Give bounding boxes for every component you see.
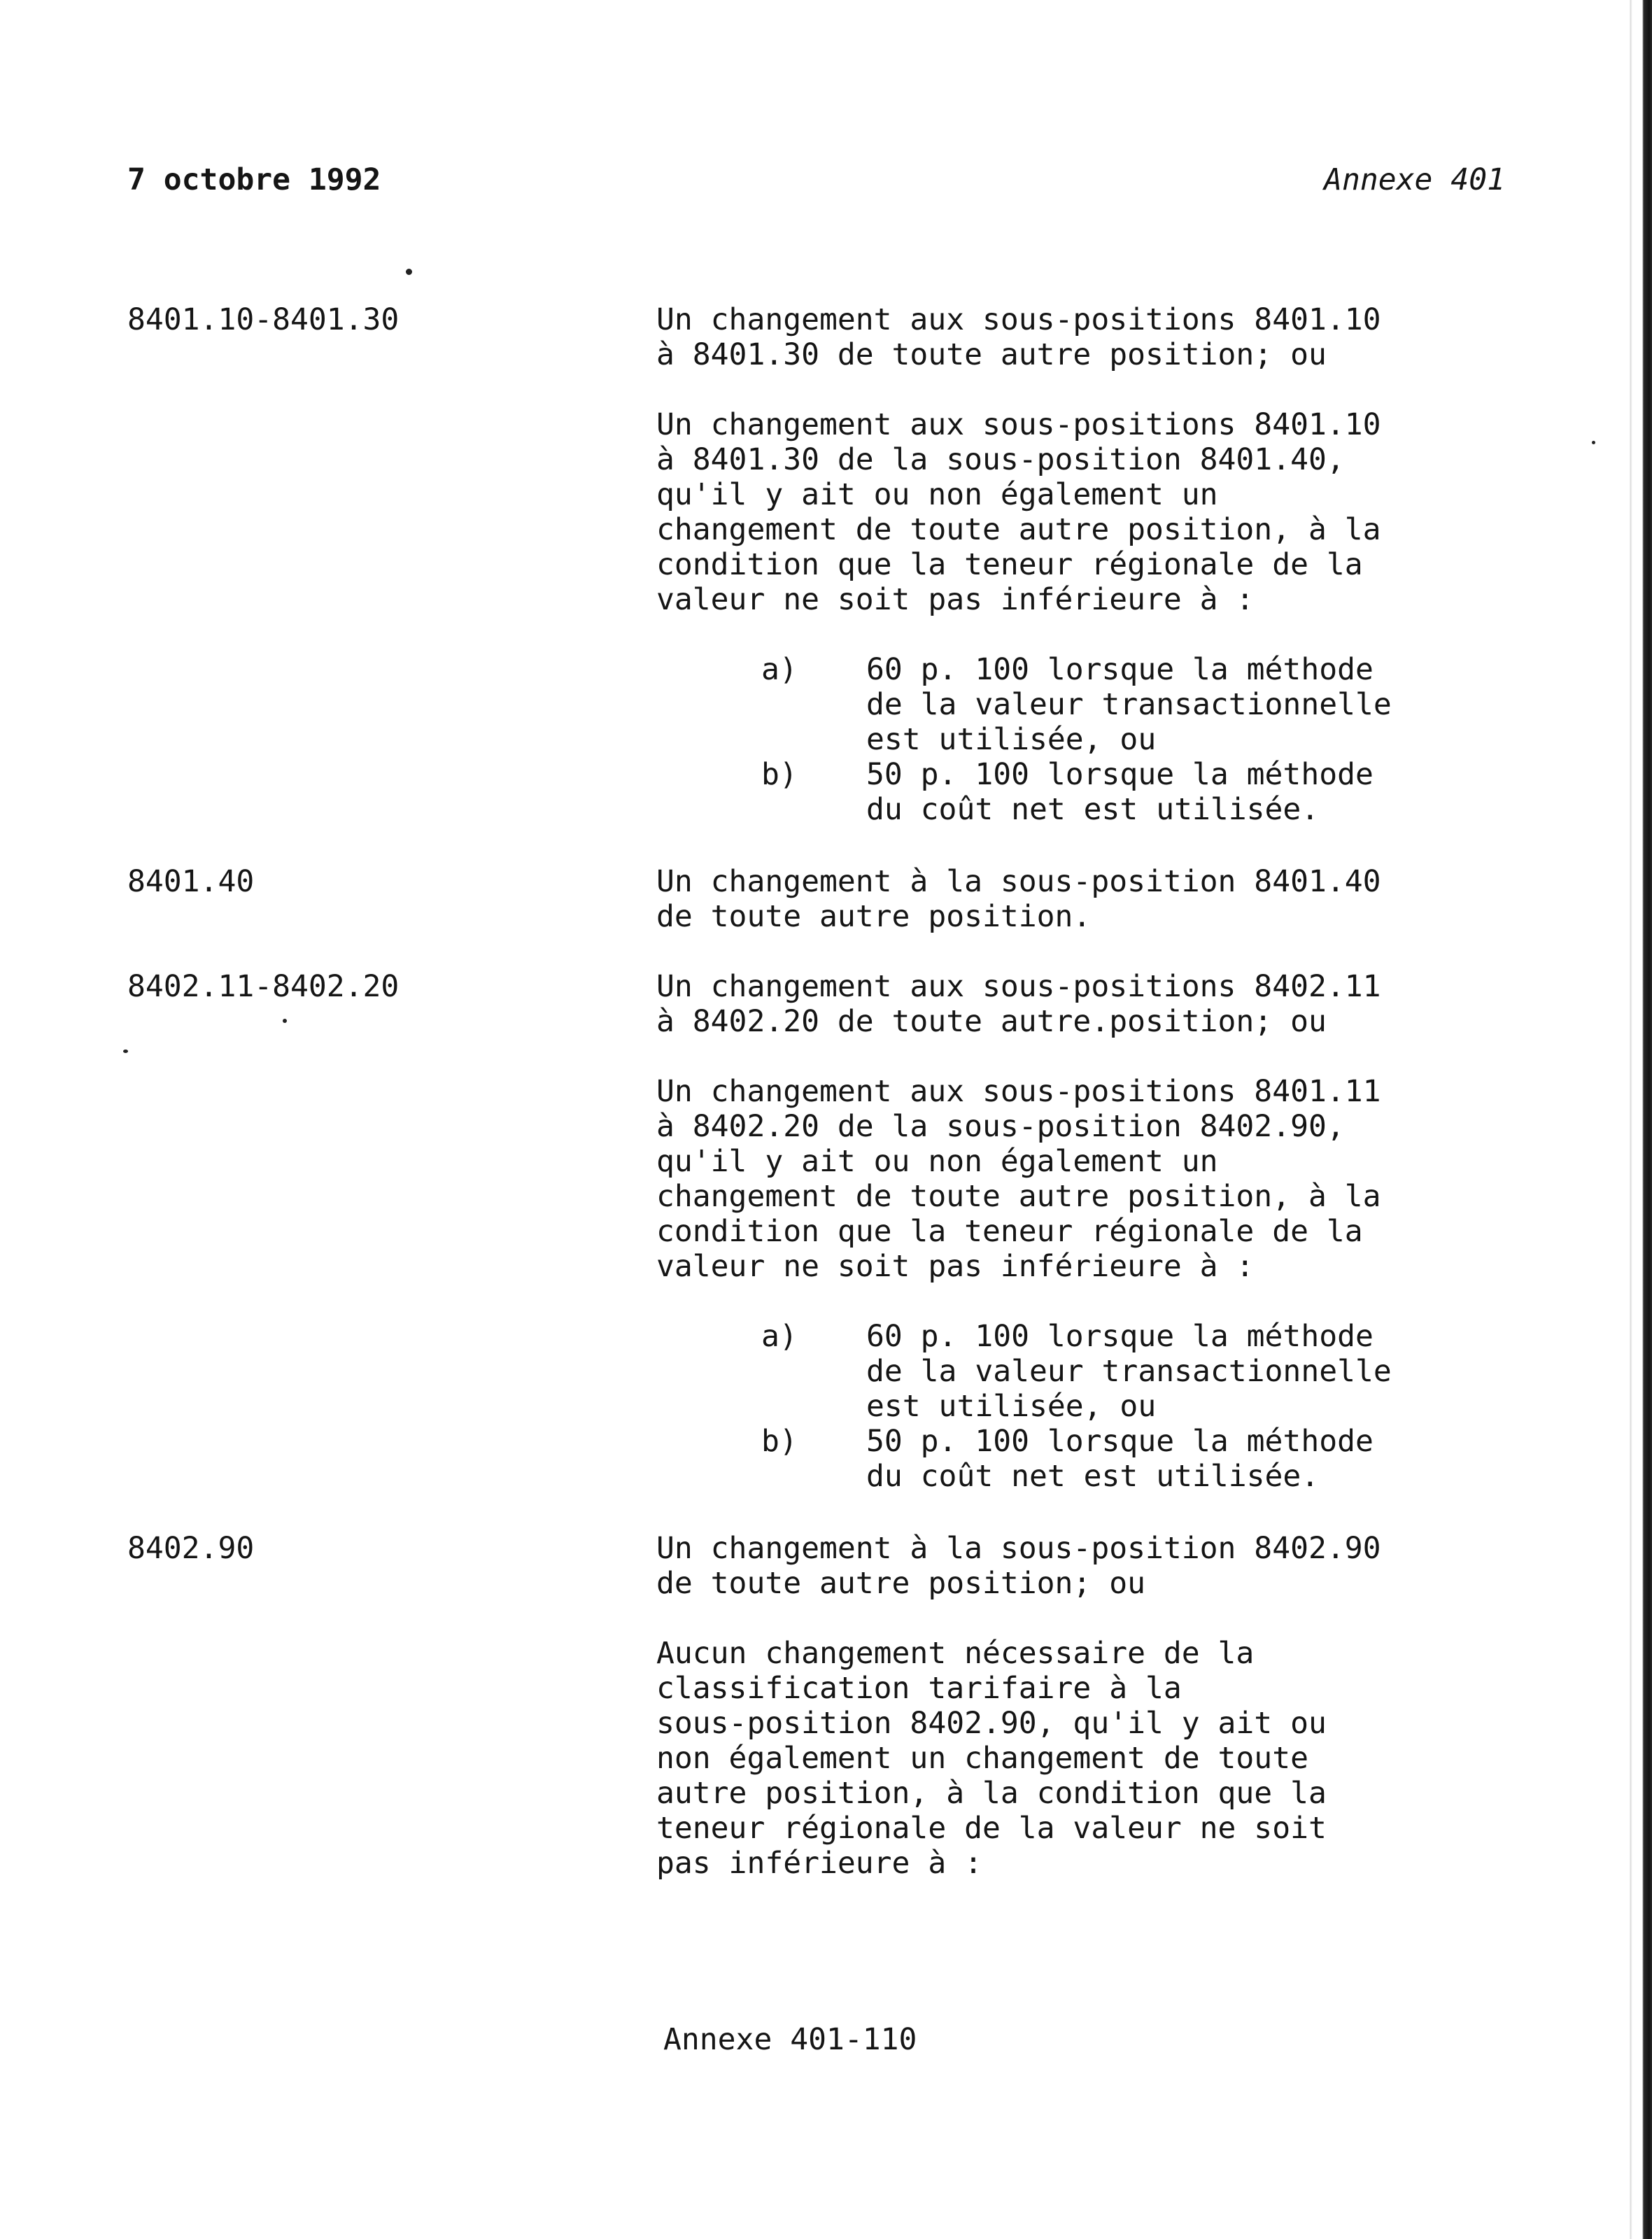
page-footer: Annexe 401-110 <box>663 2022 917 2057</box>
text-line: teneur régionale de la valeur ne soit <box>656 1811 1327 1846</box>
text-line: de toute autre position; ou <box>656 1566 1145 1601</box>
rule-paragraph <box>656 1636 1517 1881</box>
text-line: valeur ne soit pas inférieure à : <box>656 582 1255 617</box>
list-item <box>656 652 1517 757</box>
text-line: est utilisée, ou <box>866 722 1157 757</box>
list-item <box>656 1319 1517 1424</box>
text-line: non également un changement de toute <box>656 1741 1308 1776</box>
text-line: de toute autre position. <box>656 899 1092 934</box>
scan-speck <box>406 269 412 275</box>
list-marker: b) <box>761 757 798 792</box>
text-line: 60 p. 100 lorsque la méthode <box>866 652 1374 687</box>
text-line: du coût net est utilisée. <box>866 1459 1320 1494</box>
text-line: Un changement à la sous-position 8401.40 <box>656 864 1381 899</box>
text-line: pas inférieure à : <box>656 1846 982 1881</box>
text-line: 50 p. 100 lorsque la méthode <box>866 1424 1374 1459</box>
text-line: Un changement aux sous-positions 8401.11 <box>656 1074 1381 1109</box>
rule-paragraph <box>656 407 1517 617</box>
rule-paragraph <box>656 1074 1517 1284</box>
tariff-code: 8402.90 <box>127 1531 255 1566</box>
scan-binding-edge <box>1609 0 1652 2239</box>
text-line: 60 p. 100 lorsque la méthode <box>866 1319 1374 1354</box>
text-line: à 8402.20 de la sous-position 8402.90, <box>656 1109 1345 1144</box>
text-line: Un changement aux sous-positions 8401.10 <box>656 302 1381 337</box>
text-line: de la valeur transactionnelle <box>866 1354 1392 1389</box>
scan-speck <box>283 1019 287 1023</box>
text-line: qu'il y ait ou non également un <box>656 1144 1218 1179</box>
text-line: classification tarifaire à la <box>656 1671 1182 1706</box>
rule-text-block <box>656 969 1517 1494</box>
list-marker: b) <box>761 1424 798 1459</box>
condition-list <box>656 1319 1517 1494</box>
rule-paragraph <box>656 1531 1517 1601</box>
text-line: Un changement aux sous-positions 8401.10 <box>656 407 1381 442</box>
list-item <box>656 1424 1517 1494</box>
text-line: 50 p. 100 lorsque la méthode <box>866 757 1374 792</box>
rule-text-block <box>656 1531 1517 1916</box>
list-item <box>656 757 1517 827</box>
rule-paragraph <box>656 969 1517 1039</box>
text-line: à 8401.30 de la sous-position 8401.40, <box>656 442 1345 477</box>
rule-text-block <box>656 302 1517 827</box>
rule-text-block <box>656 864 1517 969</box>
text-line: condition que la teneur régionale de la <box>656 547 1363 582</box>
list-marker: a) <box>761 652 798 687</box>
list-marker: a) <box>761 1319 798 1354</box>
annex-header: Annexe 401 <box>1324 162 1505 197</box>
condition-list <box>656 652 1517 827</box>
text-line: autre position, à la condition que la <box>656 1776 1327 1811</box>
text-line: Un changement aux sous-positions 8402.11 <box>656 969 1381 1004</box>
text-line: à 8402.20 de toute autre.position; ou <box>656 1004 1327 1039</box>
scan-speck <box>123 1050 128 1053</box>
document-date: 7 octobre 1992 <box>127 162 381 197</box>
text-line: changement de toute autre position, à la <box>656 1179 1381 1214</box>
tariff-code: 8401.40 <box>127 864 255 899</box>
tariff-code: 8402.11-8402.20 <box>127 969 400 1004</box>
text-line: du coût net est utilisée. <box>866 792 1320 827</box>
text-line: Aucun changement nécessaire de la <box>656 1636 1255 1671</box>
text-line: changement de toute autre position, à la <box>656 512 1381 547</box>
text-line: est utilisée, ou <box>866 1389 1157 1424</box>
text-line: qu'il y ait ou non également un <box>656 477 1218 512</box>
rule-paragraph <box>656 302 1517 372</box>
text-line: valeur ne soit pas inférieure à : <box>656 1249 1255 1284</box>
text-line: condition que la teneur régionale de la <box>656 1214 1363 1249</box>
rule-paragraph <box>656 864 1517 934</box>
text-line: Un changement à la sous-position 8402.90 <box>656 1531 1381 1566</box>
text-line: de la valeur transactionnelle <box>866 687 1392 722</box>
scan-speck <box>1592 441 1595 444</box>
text-line: à 8401.30 de toute autre position; ou <box>656 337 1327 372</box>
tariff-code: 8401.10-8401.30 <box>127 302 400 337</box>
text-line: sous-position 8402.90, qu'il y ait ou <box>656 1706 1327 1741</box>
